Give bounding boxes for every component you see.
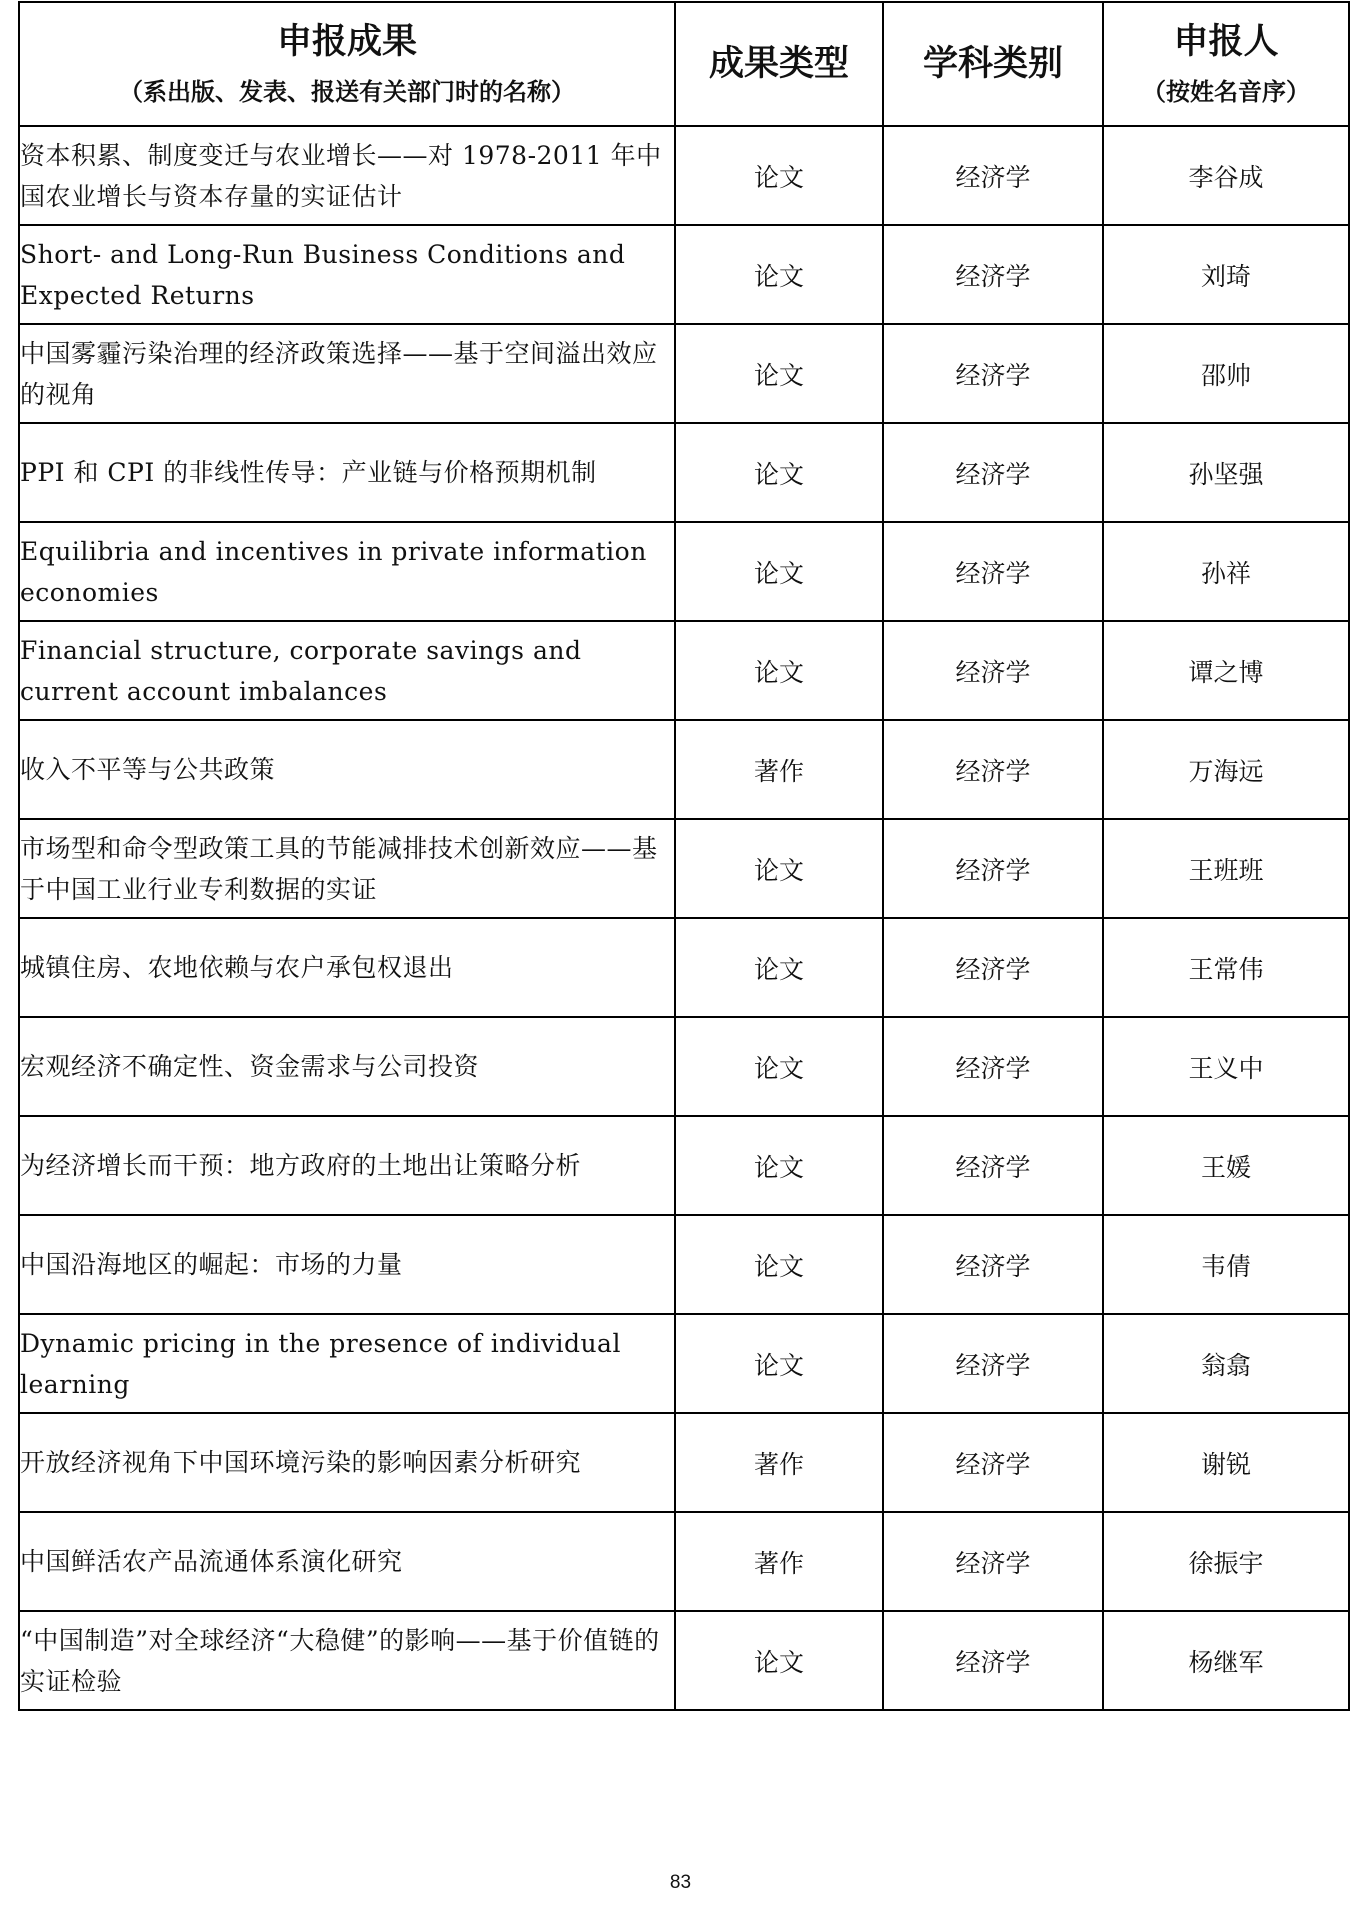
type-cell: 著作 <box>675 1413 883 1512</box>
table-row <box>19 522 1349 621</box>
applicant-cell: 李谷成 <box>1103 126 1349 225</box>
discipline-cell: 经济学 <box>883 1611 1103 1710</box>
discipline-cell: 经济学 <box>883 225 1103 324</box>
applicant-cell: 谢锐 <box>1103 1413 1349 1512</box>
discipline-cell: 经济学 <box>883 423 1103 522</box>
title-cell: 中国雾霾污染治理的经济政策选择——基于空间溢出效应的视角 <box>19 324 675 423</box>
type-cell: 论文 <box>675 1017 883 1116</box>
applicant-cell: 杨继军 <box>1103 1611 1349 1710</box>
discipline-cell: 经济学 <box>883 1215 1103 1314</box>
header-applicant: 申报人 （按姓名音序） <box>1103 2 1349 126</box>
table-row <box>19 918 1349 1017</box>
title-cell: 收入不平等与公共政策 <box>19 720 675 819</box>
type-cell: 著作 <box>675 1512 883 1611</box>
applicant-cell: 邵帅 <box>1103 324 1349 423</box>
title-cell: Short- and Long-Run Business Conditions and Expected Returns <box>19 225 675 324</box>
applicant-cell: 翁翕 <box>1103 1314 1349 1413</box>
table-row <box>19 324 1349 423</box>
type-cell: 论文 <box>675 423 883 522</box>
type-cell: 论文 <box>675 324 883 423</box>
applicant-cell: 谭之博 <box>1103 621 1349 720</box>
title-cell: 开放经济视角下中国环境污染的影响因素分析研究 <box>19 1413 675 1512</box>
applicant-cell: 徐振宇 <box>1103 1512 1349 1611</box>
discipline-cell: 经济学 <box>883 1116 1103 1215</box>
type-cell: 论文 <box>675 126 883 225</box>
discipline-cell: 经济学 <box>883 1017 1103 1116</box>
applicant-cell: 万海远 <box>1103 720 1349 819</box>
discipline-cell: 经济学 <box>883 1413 1103 1512</box>
applicant-cell: 韦倩 <box>1103 1215 1349 1314</box>
discipline-cell: 经济学 <box>883 918 1103 1017</box>
table-row <box>19 225 1349 324</box>
header-title: 申报成果 （系出版、发表、报送有关部门时的名称） <box>19 2 675 126</box>
type-cell: 论文 <box>675 225 883 324</box>
type-cell: 论文 <box>675 1314 883 1413</box>
table-row <box>19 1413 1349 1512</box>
title-cell: 宏观经济不确定性、资金需求与公司投资 <box>19 1017 675 1116</box>
applicant-cell: 王媛 <box>1103 1116 1349 1215</box>
applicant-cell: 王班班 <box>1103 819 1349 918</box>
title-cell: Dynamic pricing in the presence of individual learning <box>19 1314 675 1413</box>
title-cell: 城镇住房、农地依赖与农户承包权退出 <box>19 918 675 1017</box>
type-cell: 论文 <box>675 522 883 621</box>
header-row <box>19 2 1349 126</box>
table-row <box>19 1116 1349 1215</box>
type-cell: 论文 <box>675 621 883 720</box>
discipline-cell: 经济学 <box>883 720 1103 819</box>
title-cell: 为经济增长而干预：地方政府的土地出让策略分析 <box>19 1116 675 1215</box>
applicant-cell: 王义中 <box>1103 1017 1349 1116</box>
table-row <box>19 1314 1349 1413</box>
applicant-cell: 刘琦 <box>1103 225 1349 324</box>
table-row <box>19 1611 1349 1710</box>
table-row <box>19 423 1349 522</box>
table-row <box>19 1512 1349 1611</box>
applicant-cell: 孙祥 <box>1103 522 1349 621</box>
discipline-cell: 经济学 <box>883 324 1103 423</box>
table-row <box>19 621 1349 720</box>
title-cell: “中国制造”对全球经济“大稳健”的影响——基于价值链的实证检验 <box>19 1611 675 1710</box>
discipline-cell: 经济学 <box>883 1512 1103 1611</box>
discipline-cell: 经济学 <box>883 1314 1103 1413</box>
header-discipline: 学科类别 <box>883 2 1103 126</box>
title-cell: PPI 和 CPI 的非线性传导：产业链与价格预期机制 <box>19 423 675 522</box>
title-cell: 中国鲜活农产品流通体系演化研究 <box>19 1512 675 1611</box>
type-cell: 论文 <box>675 1611 883 1710</box>
type-cell: 论文 <box>675 918 883 1017</box>
table-row <box>19 720 1349 819</box>
type-cell: 著作 <box>675 720 883 819</box>
discipline-cell: 经济学 <box>883 126 1103 225</box>
title-cell: 资本积累、制度变迁与农业增长——对 1978-2011 年中国农业增长与资本存量的实证估计 <box>19 126 675 225</box>
results-table <box>18 1 1350 1711</box>
type-cell: 论文 <box>675 1215 883 1314</box>
type-cell: 论文 <box>675 819 883 918</box>
applicant-cell: 王常伟 <box>1103 918 1349 1017</box>
title-cell: 市场型和命令型政策工具的节能减排技术创新效应——基于中国工业行业专利数据的实证 <box>19 819 675 918</box>
type-cell: 论文 <box>675 1116 883 1215</box>
discipline-cell: 经济学 <box>883 819 1103 918</box>
title-cell: Financial structure, corporate savings and current account imbalances <box>19 621 675 720</box>
title-cell: Equilibria and incentives in private information economies <box>19 522 675 621</box>
table-row <box>19 1017 1349 1116</box>
header-type: 成果类型 <box>675 2 883 126</box>
discipline-cell: 经济学 <box>883 621 1103 720</box>
page-number: 83 <box>669 1872 692 1893</box>
table-row <box>19 819 1349 918</box>
discipline-cell: 经济学 <box>883 522 1103 621</box>
title-cell: 中国沿海地区的崛起：市场的力量 <box>19 1215 675 1314</box>
table-row <box>19 1215 1349 1314</box>
applicant-cell: 孙坚强 <box>1103 423 1349 522</box>
table-row <box>19 126 1349 225</box>
